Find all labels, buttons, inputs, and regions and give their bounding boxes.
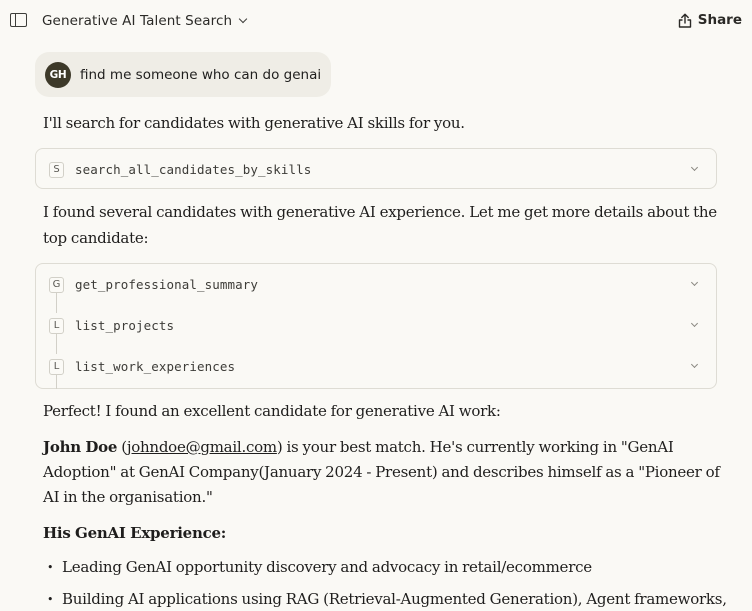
list-item-text: Building AI applications using RAG (Retrieval-Augmented Generation), Agent frameworks,: [62, 590, 727, 608]
chat-title: Generative AI Talent Search: [42, 13, 233, 29]
share-icon: [678, 13, 692, 28]
tool-letter-badge: L: [49, 359, 64, 375]
user-message: [35, 52, 331, 97]
tool-call-search[interactable]: [35, 148, 717, 189]
top-bar: [0, 0, 752, 44]
experience-heading-text: His GenAI Experience:: [43, 524, 227, 542]
tool-name: get_professional_summary: [75, 277, 259, 292]
share-button[interactable]: [678, 12, 742, 28]
found-candidates-line-2: top candidate:: [43, 229, 149, 247]
share-label: Share: [697, 12, 742, 28]
assistant-intro: I'll search for candidates with generative AI skills for you.: [43, 114, 465, 132]
candidate-line-1: [43, 436, 674, 459]
tool-name: search_all_candidates_by_skills: [75, 162, 312, 177]
chevron-down-icon[interactable]: [691, 279, 698, 286]
candidate-summary-text: ) is your best match. He's currently working in "GenAI: [276, 438, 674, 456]
tool-letter-badge: G: [49, 277, 64, 293]
chevron-down-icon: [239, 15, 247, 23]
chevron-down-icon[interactable]: [691, 320, 698, 327]
chevron-down-icon[interactable]: [691, 361, 698, 368]
chat-title-dropdown[interactable]: [42, 13, 246, 29]
tool-row-list-projects[interactable]: [36, 305, 716, 346]
list-item: [47, 588, 727, 611]
candidate-line-3: AI in the organisation.": [43, 488, 213, 506]
avatar: GH: [45, 62, 71, 88]
candidate-email-link[interactable]: johndoe@gmail.com: [126, 438, 277, 456]
experience-heading: [43, 522, 226, 545]
list-item: [47, 556, 592, 579]
paren-open: (: [117, 438, 127, 456]
found-candidates-line-1: I found several candidates with generative AI experience. Let me get more details about the: [43, 203, 717, 221]
tool-letter-badge: L: [49, 318, 64, 334]
candidate-line-2: Adoption" at GenAI Company(January 2024 - Present) and describes himself as a "Pioneer of: [43, 463, 720, 481]
tool-call-group: [35, 263, 717, 389]
tool-row-list-work-experiences[interactable]: [36, 346, 716, 387]
tool-row-professional-summary[interactable]: [36, 264, 716, 305]
user-message-text: find me someone who can do genai: [80, 66, 322, 83]
tool-letter-badge: S: [49, 162, 64, 178]
chevron-down-icon[interactable]: [691, 164, 698, 171]
tool-name: list_projects: [75, 318, 175, 333]
candidate-name: John Doe: [43, 438, 118, 456]
tool-name: list_work_experiences: [75, 359, 236, 374]
sidebar-toggle-icon[interactable]: [10, 13, 27, 27]
perfect-line: Perfect! I found an excellent candidate for generative AI work:: [43, 402, 501, 420]
list-item-text: Leading GenAI opportunity discovery and advocacy in retail/ecommerce: [62, 558, 592, 576]
tool-row[interactable]: [36, 149, 716, 190]
